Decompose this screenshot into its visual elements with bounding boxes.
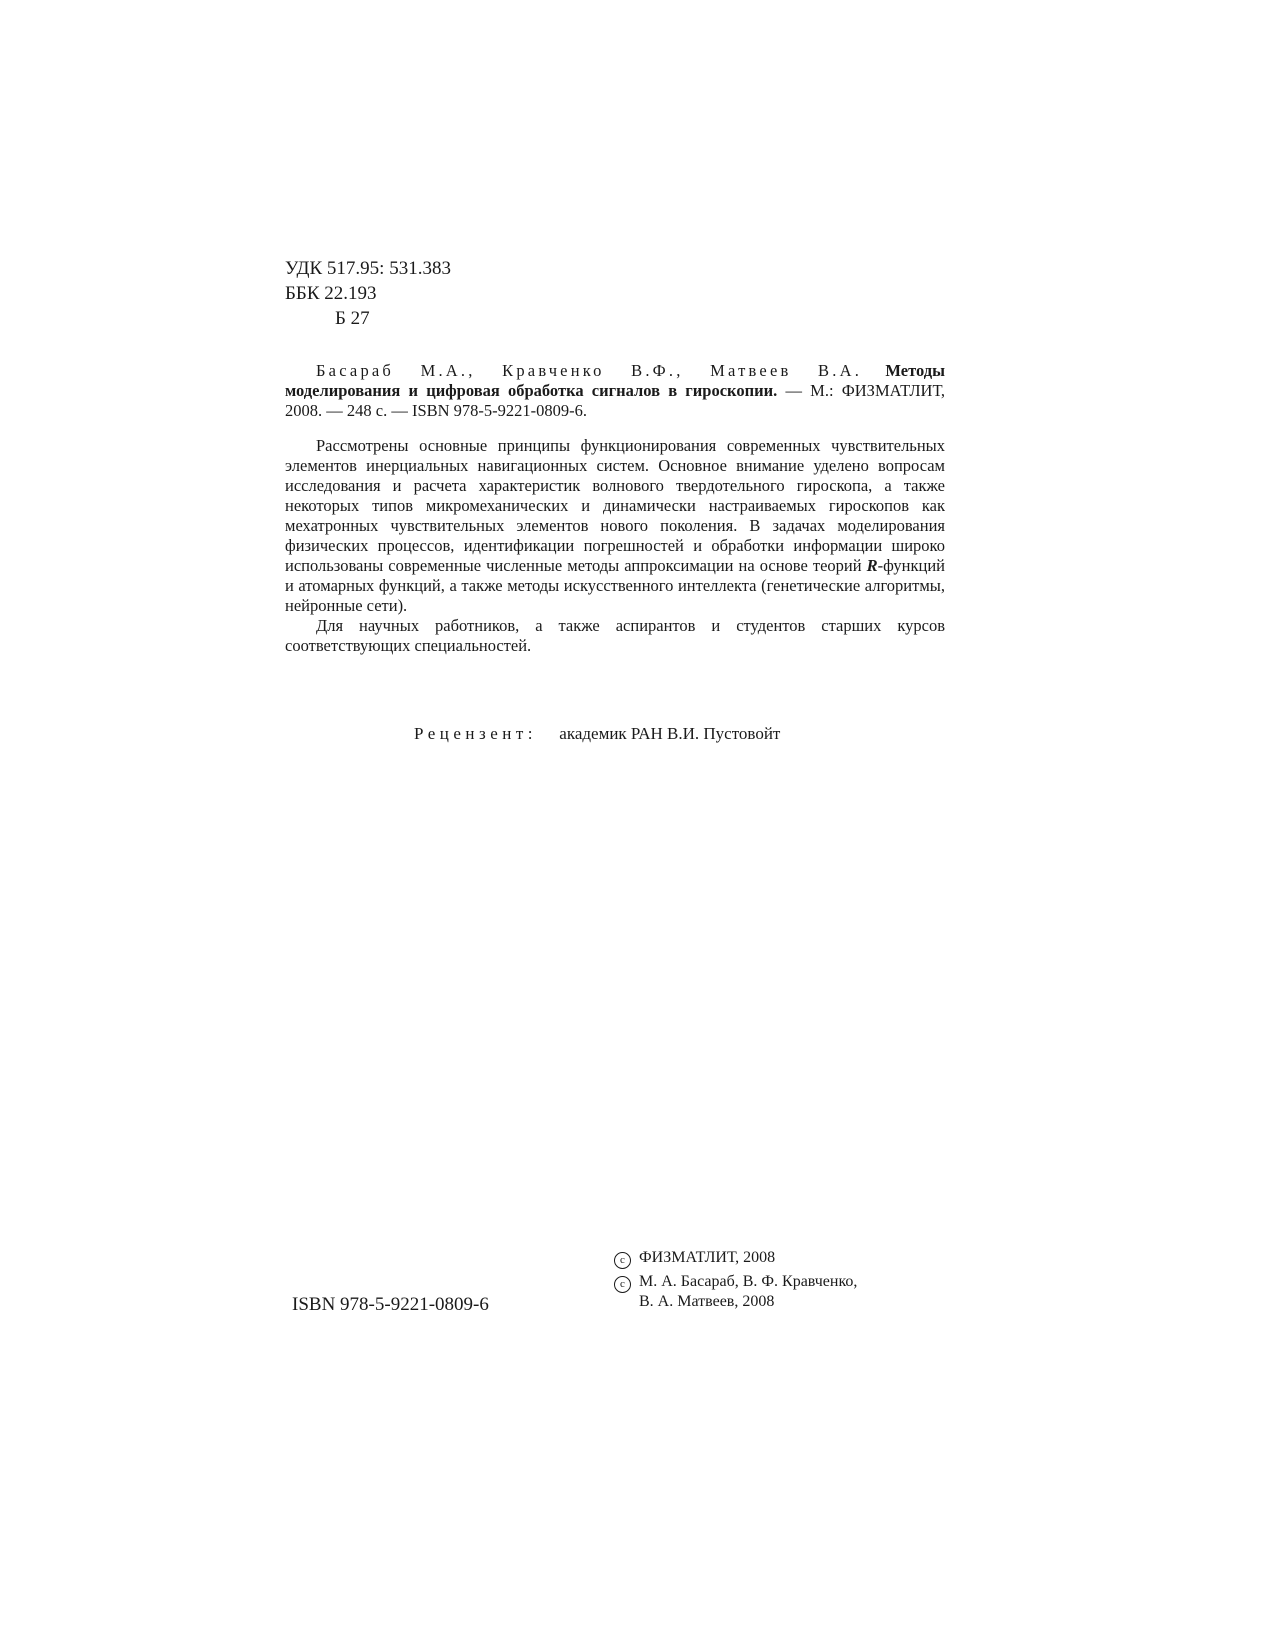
bbk-code: ББК 22.193 [285,283,377,304]
abstract-paragraph-1 [285,436,945,616]
copyright-publisher-text: ФИЗМАТЛИТ, 2008 [639,1249,776,1266]
reviewer-line [414,723,780,745]
abstract [285,436,945,656]
bibliographic-record [285,361,945,421]
copyright-authors-continued: В. А. Матвеев, 2008 [639,1293,775,1310]
reviewer-name: академик РАН В.И. Пустовойт [559,724,781,743]
copyright-icon: c [614,1276,631,1293]
record-title: Методы моделирования и цифровая обработка сигналов в гироскопии. [285,361,945,400]
copyright-icon: c [614,1252,631,1269]
udk-code: УДК 517.95: 531.383 [285,258,451,279]
record-authors: Басараб М.А., Кравченко В.Ф., Матвеев В.А. [316,361,863,380]
isbn-number: ISBN 978-5-9221-0809-6 [292,1294,489,1315]
classification-block [285,256,451,331]
abstract-text-part-2: -функций и атомарных функций, а также методы искусственного интеллекта (генетические алгоритмы, нейронные сети). [285,556,945,615]
copyright-authors-text: М. А. Басараб, В. Ф. Кравченко, [639,1273,858,1290]
copyright-publisher [614,1248,857,1268]
copyright-authors [614,1272,857,1292]
reviewer-label: Рецензент: [414,724,538,743]
author-mark: Б 27 [335,308,370,329]
record-imprint: — М.: ФИЗМАТЛИТ, 2008. — 248 с. — ISBN 978-5-9221-0809-6. [285,381,945,420]
copyright-block [614,1248,857,1312]
r-function-symbol: R [866,556,878,575]
abstract-paragraph-2: Для научных работников, а также аспирантов и студентов старших курсов соответствующих специальностей. [285,616,945,655]
abstract-text-part-1: Рассмотрены основные принципы функционирования современных чувствительных элементов инерциальных навигационных систем. Основное внимание уделено вопросам исследования и расчета характеристик волнового твердотельного гироскопа, а также некоторых типов микромеханических и динамически настраиваемых гироскопов как мехатронных чувствительных элементов нового поколения. В задачах моделирования физических процессов, идентификации погрешностей и обработки информации широко использованы современные численные методы аппроксимации на основе теорий [285,436,945,575]
